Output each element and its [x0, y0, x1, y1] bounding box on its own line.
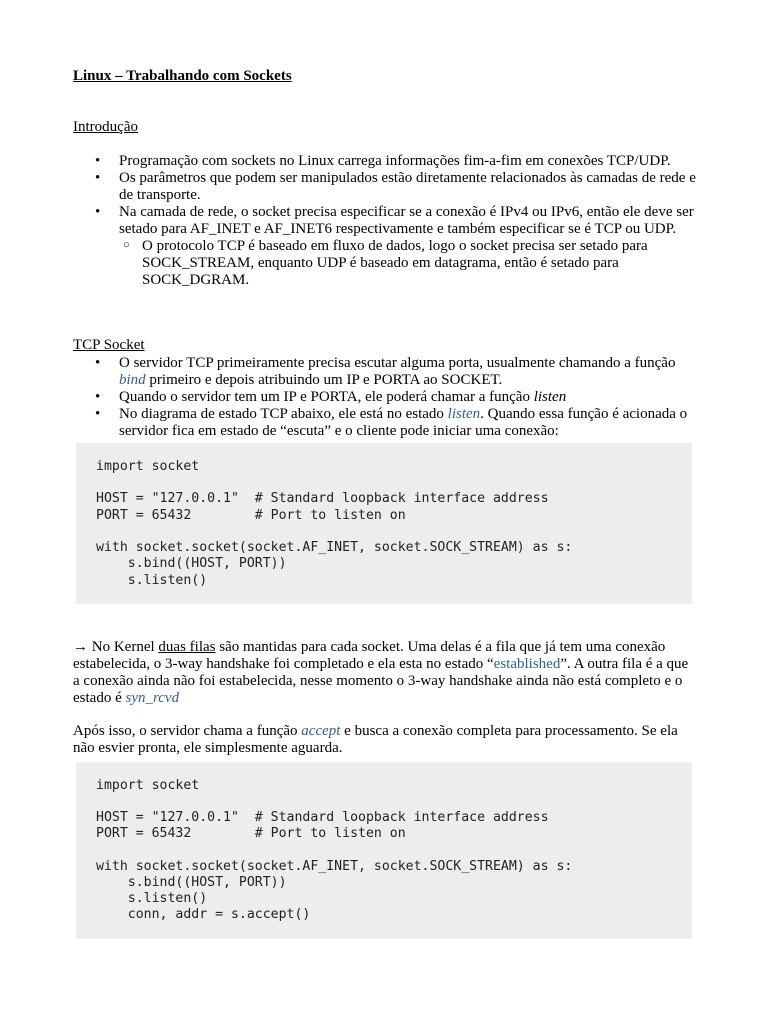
list-item-text: primeiro e depois atribuindo um IP e PORTA ao SOCKET. — [145, 372, 503, 388]
list-item — [73, 406, 698, 440]
circle-bullet-icon: ○ — [123, 239, 130, 251]
list-item-text: Na camada de rede, o socket precisa especificar se a conexão é IPv4 ou IPv6, então ele deve ser setado para AF_INET e AF_INET6 respectivamente e também especificar se é TCP ou UDP. — [119, 204, 694, 237]
code-line: with socket.socket(socket.AF_INET, socket.SOCK_STREAM) as s: — [96, 859, 573, 874]
code-line: s.bind((HOST, PORT)) — [96, 556, 287, 571]
list-item — [73, 153, 698, 170]
bullet-icon: • — [95, 406, 101, 422]
syn-rcvd-state-ref: syn_rcvd — [125, 690, 180, 706]
code-line: HOST = "127.0.0.1" # Standard loopback interface address — [96, 491, 549, 506]
accept-function-ref: accept — [301, 723, 341, 739]
para-text: No Kernel — [88, 639, 159, 655]
bullet-icon: • — [95, 170, 101, 186]
code-line: HOST = "127.0.0.1" # Standard loopback interface address — [96, 810, 549, 825]
para-text: são mantidas para cada socket. Uma delas é a fila que já tem uma conexão estabelecida, o 3-way handshake foi completado e ela esta no estado “ — [73, 639, 666, 672]
para-text: e busca a conexão completa para processamento. Se ela não esvier pronta, ele simplesmente aguarda. — [73, 723, 678, 756]
duas-filas-text: duas filas — [158, 639, 216, 655]
list-item — [73, 204, 698, 289]
code-line: PORT = 65432 # Port to listen on — [96, 508, 406, 523]
bullet-icon: • — [95, 204, 101, 220]
intro-heading: Introdução — [73, 119, 138, 135]
code-line: with socket.socket(socket.AF_INET, socket.SOCK_STREAM) as s: — [96, 540, 573, 555]
code-block-listen — [76, 443, 692, 604]
bullet-icon: • — [95, 153, 101, 169]
sub-list-item-text: O protocolo TCP é baseado em fluxo de dados, logo o socket precisa ser setado para SOCK_STREAM, enquanto UDP é baseado em datagrama, então é setado para SOCK_DGRAM. — [142, 238, 648, 288]
list-item-text: O servidor TCP primeiramente precisa escutar alguma porta, usualmente chamando a função — [119, 355, 676, 371]
para-text: Após isso, o servidor chama a função — [73, 723, 302, 739]
bullet-icon: • — [95, 389, 101, 405]
established-state-ref: established — [493, 656, 561, 672]
list-item-text: Os parâmetros que podem ser manipulados estão diretamente relacionados às camadas de rede e de transporte. — [119, 170, 696, 203]
list-item-text: No diagrama de estado TCP abaixo, ele está no estado — [119, 406, 448, 422]
para-text: ”. A outra fila é a que a conexão ainda não foi estabelecida, nesse momento o 3-way handshake ainda não está completo e o estado é — [73, 656, 689, 706]
code-line: s.listen() — [96, 573, 208, 588]
kernel-paragraph — [73, 639, 698, 707]
tcp-heading: TCP Socket — [73, 337, 145, 353]
arrow-icon: → — [73, 639, 88, 655]
bullet-icon: • — [95, 355, 101, 371]
code-block-accept — [76, 762, 692, 939]
bind-function-ref: bind — [119, 372, 146, 388]
code-line: s.listen() — [96, 891, 208, 906]
list-item-text: Programação com sockets no Linux carrega informações fim-a-fim em conexões TCP/UDP. — [119, 153, 671, 169]
code-line: s.bind((HOST, PORT)) — [96, 875, 287, 890]
code-line: PORT = 65432 # Port to listen on — [96, 826, 406, 841]
listen-state-ref: listen — [447, 406, 481, 422]
code-line: conn, addr = s.accept() — [96, 907, 311, 922]
sub-list — [119, 238, 698, 289]
list-item-text: . Quando essa função é acionada o servidor fica em estado de “escuta” e o cliente pode iniciar uma conexão: — [119, 406, 688, 439]
intro-list — [73, 153, 698, 289]
list-item — [73, 389, 698, 406]
list-item-text: Quando o servidor tem um IP e PORTA, ele poderá chamar a função — [119, 389, 534, 405]
list-item — [73, 170, 698, 204]
listen-function-ref: listen — [533, 389, 567, 405]
sub-list-item — [119, 238, 698, 289]
accept-paragraph — [73, 723, 698, 757]
code-line: import socket — [96, 778, 200, 793]
tcp-list — [73, 355, 698, 440]
code-line: import socket — [96, 459, 200, 474]
doc-title: Linux – Trabalhando com Sockets — [73, 68, 292, 84]
list-item — [73, 355, 698, 389]
